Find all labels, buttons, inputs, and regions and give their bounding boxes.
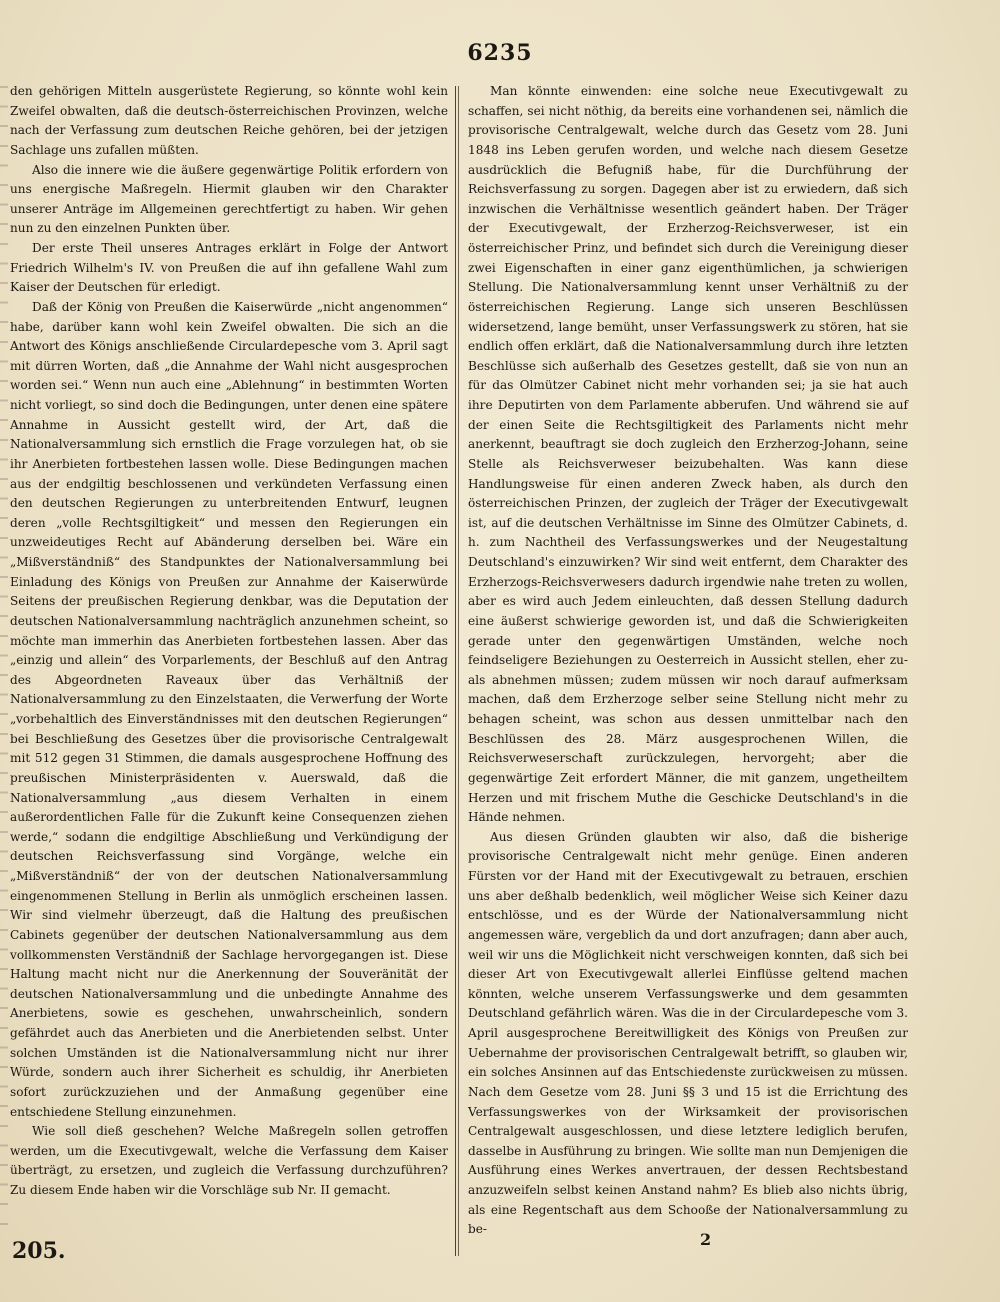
paragraph: Der erste Theil unseres Antrages erklärt in Folge der Antwort Friedrich Wilhelm's IV. von Preußen die auf ihn gefallene Wahl zum Kaiser der Deutschen für erledigt. xyxy=(10,241,448,295)
sheet-mark: 2 xyxy=(700,1230,712,1249)
column-divider xyxy=(458,86,459,1256)
paragraph: Also die innere wie die äußere gegenwärtige Politik erfordern von uns energische Maßregeln. Hiermit glauben wir den Charakter unserer Anträge im Allgemeinen gerechtfertigt zu haben. Wir gehen nun zu den einzelnen Punkten über. xyxy=(10,162,448,236)
page-number: 6235 xyxy=(467,40,533,66)
right-column xyxy=(468,82,908,1240)
left-column xyxy=(10,82,448,1201)
column-divider xyxy=(455,86,456,1256)
paragraph: Aus diesen Gründen glaubten wir also, daß die bisherige provisorische Centralgewalt nicht mehr genüge. Einen anderen Fürsten vor der Hand mit der Executivgewalt zu betrauen, erschien uns aber deßhalb bedenklich, weil möglicher Weise sich Keiner dazu entschlösse, und es der Würde der Nationalversammlung nicht angemessen wäre, vergeblich da und dort anzufragen; dann aber auch, weil wir uns die Möglichkeit nicht verschweigen konnten, daß sich bei dieser Art von Executivgewalt allerlei Einflüsse geltend machen könnten, welche unserem Verfassungswerke und dem gesammten Deutschland gefährlich wären. Was die in der Circulardepesche vom 3. April ausgesprochene Bereitwilligkeit des Königs von Preußen zur Uebernahme der provisorischen Centralgewalt betrifft, so glauben wir, ein solches Ansinnen auf das Entschiedenste zurückweisen zu müssen. Nach dem Gesetze vom 28. Juni §§ 3 und 15 ist die Errichtung des Verfassungswerkes von der Wirksamkeit der provisorischen Centralgewalt ausgeschlossen, und diese letztere lediglich berufen, dasselbe in Ausführung zu bringen. Wie sollte man nun Demjenigen die Ausführung eines Werkes anvertrauen, der dessen Rechtsbestand anzuzweifeln selbst keinen Anstand nahm? Es blieb also nichts übrig, als eine Regentschaft aus dem Schooße der Nationalversammlung zu be- xyxy=(468,829,908,1237)
paragraph: Wie soll dieß geschehen? Welche Maßregeln sollen getroffen werden, um die Executivgewalt, welche die Verfassung dem Kaiser überträgt, zu ersetzen, und zugleich die Verfassung durchzuführen? Zu diesem Ende haben wir die Vorschläge sub Nr. II gemacht. xyxy=(10,1124,448,1197)
paragraph: den gehörigen Mitteln ausgerüstete Regierung, so könnte wohl kein Zweifel obwalten, daß die deutsch-österreichischen Provinzen, welche nach der Verfassung zum deutschen Reiche gehören, bei der jetzigen Sachlage uns zufallen müßten. xyxy=(10,84,448,157)
signature-number: 205. xyxy=(12,1238,66,1264)
paragraph: Man könnte einwenden: eine solche neue Executivgewalt zu schaffen, sei nicht nöthig, da bereits eine vorhandenen sei, nämlich die provisorische Centralgewalt, welche durch das Gesetz vom 28. Juni 1848 ins Leben gerufen worden, und welche nach diesem Gesetze ausdrücklich die Befugniß habe, für die Durchführung der Reichsverfassung zu sorgen. Dagegen aber ist zu erwiedern, daß sich inzwischen die Verhältnisse wesentlich geändert haben. Der Träger der Executivgewalt, der Erzherzog-Reichsverweser, ist ein österreichischer Prinz, und befindet sich durch die Vereinigung dieser zwei Eigenschaften in einer ganz eigenthümlichen, ja schwierigen Stellung. Die Nationalversammlung kennt unser Verhältniß zu der österreichischen Regierung. Lange sich unseren Beschlüssen widersetzend, lange bemüht, unser Verfassungswerk zu stören, hat sie endlich offen erklärt, daß die Nationalversammlung durch ihre letzten Beschlüsse sich außerhalb des Gesetzes gestellt, daß sie von nun an für das Olmützer Cabinet nicht mehr vorhanden sei; ja sie hat auch ihre Deputirten von dem Parlamente abberufen. Und während sie auf der einen Seite die Rechtsgiltigkeit des Parlaments nicht mehr anerkennt, beauftragt sie doch zugleich den Erzherzog-Johann, seine Stelle als Reichsverweser beizubehalten. Was kann diese Handlungsweise für einen anderen Zweck haben, als durch den österreichischen Prinzen, der zugleich der Träger der Executivgewalt ist, auf die deutschen Verhältnisse im Sinne des Olmützer Cabinets, d. h. zum Nachtheil des Verfassungswerkes und der Neugestaltung Deutschland's einzuwirken? Wir sind weit entfernt, dem Charakter des Erzherzogs-Reichsverwesers dadurch irgendwie nahe treten zu wollen, aber es wird auch Jedem einleuchten, daß dessen Stellung dadurch eine äußerst schwierige geworden ist, und daß die Schwierigkeiten gerade unter den gegenwärtigen Umständen, welche noch feindseligere Beziehungen zu Oesterreich in Aussicht stellen, eher zu- als abnehmen müssen; zudem müssen wir noch darauf aufmerksam machen, daß dem Erzherzoge selber seine Stellung nicht mehr zu behagen scheint, was schon aus dessen unmittelbar nach den Beschlüssen des 28. März ausgesprochenen Willen, die Reichsverweserschaft zurückzulegen, hervorgeht; aber die gegenwärtige Zeit erfordert Männer, die mit ganzem, ungetheiltem Herzen und mit frischem Muthe die Geschicke Deutschland's in die Hände nehmen. xyxy=(468,84,908,825)
paragraph: Daß der König von Preußen die Kaiserwürde „nicht angenommen“ habe, darüber kann wohl kein Zweifel obwalten. Die sich an die Antwort des Königs anschließende Circulardepesche vom 3. April sagt mit dürren Worten, daß „die Annahme der Wahl nicht ausgesprochen worden sei.“ Wenn nun auch eine „Ablehnung“ in bestimmten Worten nicht vorliegt, so sind doch die Bedingungen, unter denen eine spätere Annahme in Aussicht gestellt wird, der Art, daß die Nationalversammlung sich ernstlich die Frage vorzulegen hat, ob sie ihr Anerbieten fortbestehen lassen wolle. Diese Bedingungen machen aus der endgiltig beschlossenen und verkündeten Verfassung einen den deutschen Regierungen zu unterbreitenden Entwurf, leugnen deren „volle Rechtsgiltigkeit“ und messen den Regierungen ein unzweideutiges Recht auf Abänderung derselben bei. Wäre ein „Mißverständniß“ des Standpunktes der Nationalversammlung bei Einladung des Königs von Preußen zur Annahme der Kaiserwürde Seitens der preußischen Regierung denkbar, was die Deputation der deutschen Nationalversammlung nachträglich anzunehmen scheint, so möchte man immerhin das Anerbieten fortbestehen lassen. Aber das „einzig und allein“ des Vorparlements, der Beschluß auf den Antrag des Abgeordneten Raveaux über das Verhältniß der Nationalversammlung zu den Einzelstaaten, die Verwerfung der Worte „vorbehaltlich des Einverständnisses mit den deutschen Regierungen“ bei Beschließung des Gesetzes über die provisorische Centralgewalt mit 512 gegen 31 Stimmen, die damals ausgesprochene Hoffnung des preußischen Ministerpräsidenten v. Auerswald, daß die Nationalversammlung „aus diesem Verhalten in einem außerordentlichen Falle für die Zukunft keine Consequenzen ziehen werde,“ sodann die endgiltige Abschließung und Verkündigung der deutschen Reichsverfassung sind Vorgänge, welche ein „Mißverständniß“ der von der deutschen Nationalversammlung eingenommenen Stellung in Berlin als unmöglich erscheinen lassen. Wir sind vielmehr überzeugt, daß die Haltung des preußischen Cabinets gegenüber der deutschen Nationalversammlung aus dem vollkommensten Verständniß der Sachlage hervorgegangen ist. Diese Haltung macht nicht nur die Anerkennung der Souveränität der deutschen Nationalversammlung und die unbedingte Annahme des Anerbietens, sowie es geschehen, unwahrscheinlich, sondern gefährdet auch das Anerbieten und die Anerbietenden selbst. Unter solchen Umständen ist die Nationalversammlung nicht nur ihrer Würde, sondern auch ihrer Sicherheit es schuldig, ihr Anerbieten sofort zurückzuziehen und der Anmaßung gegenüber eine entschiedene Stellung einzunehmen. xyxy=(10,299,448,1119)
margin-marks xyxy=(0,86,8,1226)
